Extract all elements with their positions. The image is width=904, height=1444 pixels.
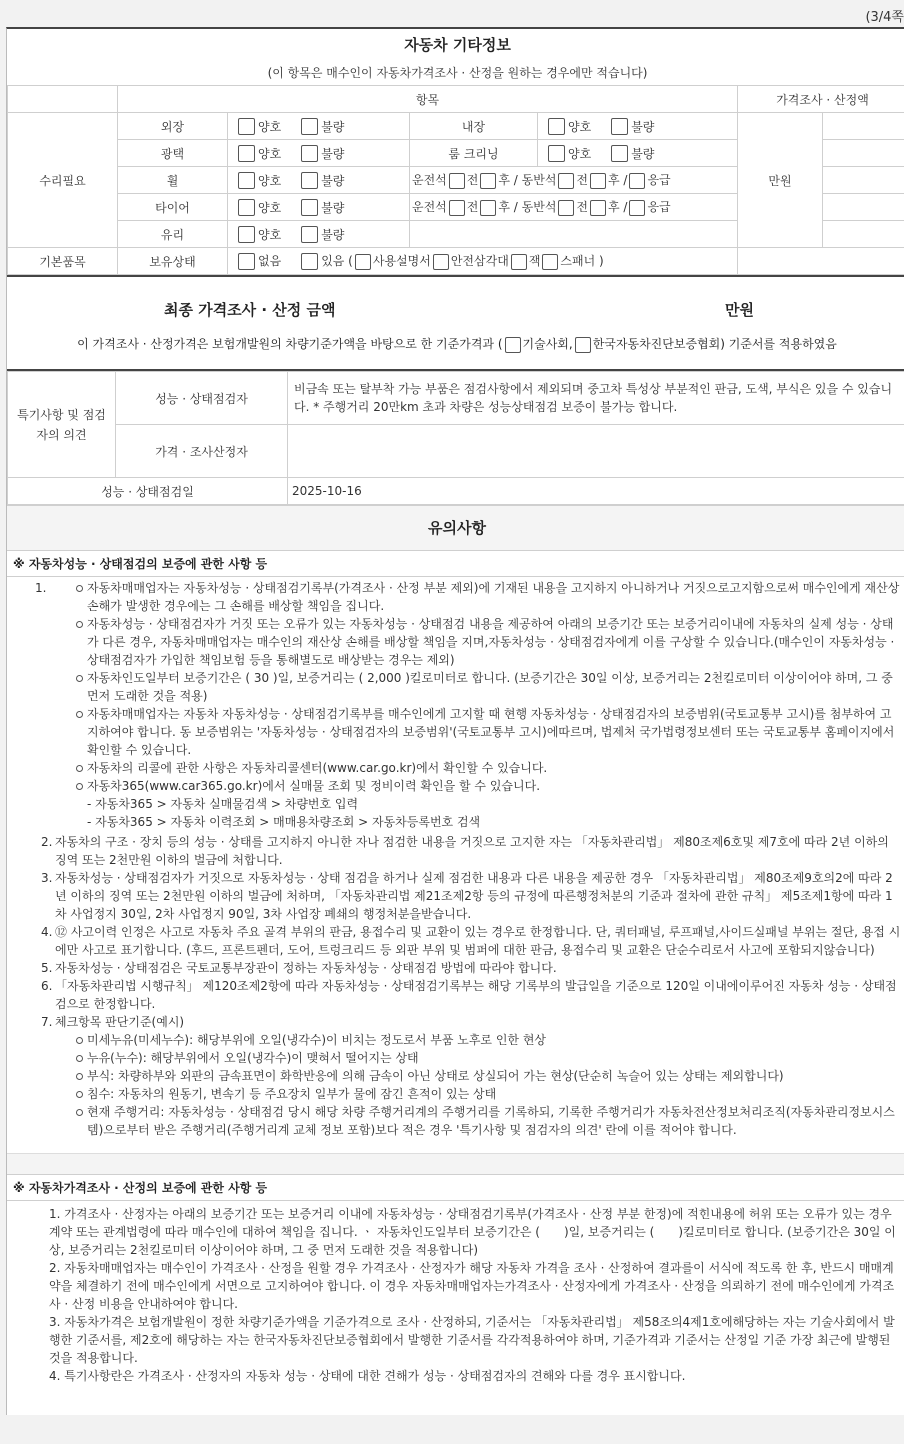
gloss-good-checkbox[interactable] — [238, 145, 255, 162]
interior-good-checkbox[interactable] — [548, 118, 565, 135]
glass-good-checkbox[interactable] — [238, 226, 255, 243]
tire-emergency-checkbox[interactable] — [629, 200, 645, 216]
check-criteria: 누유(누수): 해당부위에서 오일(냉각수)이 맺혀서 떨어지는 상태 — [73, 1049, 903, 1067]
note-item: ⑫ 사고이력 인정은 사고로 자동차 주요 골격 부위의 판금, 용접수리 및 교환이 있는 경우로 한정합니다. 단, 쿼터패널, 루프패널,사이드실패널 부위는 절단, 용접 시에만 사고로 표기합니다. (후드, 프론트펜더, 도어, 트렁크리드 등 외판 부위 및 범퍼에 대한 판금, 용접수리 및 교환은 단순수리로서 사고에 포함되지않습니다) — [55, 925, 901, 957]
price-unit: 만원 — [738, 113, 823, 248]
check-criteria: 미세누유(미세누수): 해당부위에 오일(냉각수)이 비치는 정도로서 부품 노후로 인한 현상 — [73, 1031, 903, 1049]
note-bullet: 자동차인도일부터 보증기간은 ( 30 )일, 보증거리는 ( 2,000 )킬로미터로 합니다. (보증기간은 30일 이상, 보증거리는 2천킬로미터 이상이어야 하며, 그 중 먼저 도래한 것을 적용) — [73, 669, 903, 705]
interior-options: 양호 불량 — [538, 113, 738, 140]
manual-checkbox[interactable] — [355, 254, 371, 270]
check-criteria: 현재 주행거리: 자동차성능 · 상태점검 당시 해당 차량 주행거리계의 주행거리를 기록하되, 기록한 주행거리가 자동차전산정보처리조직(자동차관리정보시스템)으로부터 받은 주행거리(주행거리계 교체 정보 포함)보다 적은 경우 '특기사항 및 점검자의 의견' 란에 이를 적어야 합니다. — [73, 1103, 903, 1139]
tire-good-checkbox[interactable] — [238, 199, 255, 216]
tire-passenger-front-checkbox[interactable] — [558, 200, 574, 216]
final-price-label: 최종 가격조사 · 산정 금액 — [164, 301, 336, 319]
note-item: 체크항목 판단기준(예시) — [55, 1015, 185, 1029]
appraiser-opinion[interactable] — [288, 425, 904, 478]
other-info-subtitle: (이 항목은 매수인이 자동차가격조사 · 산정을 원하는 경우에만 적습니다) — [8, 59, 904, 86]
note-item: 자동차성능 · 상태점검은 국토교통부장관이 정하는 자동차성능 · 상태점검 방법에 따라야 합니다. — [55, 961, 557, 975]
notes-section2 — [7, 1201, 904, 1385]
price-basis: 이 가격조사 · 산정가격은 보험개발원의 차량기준가액을 바탕으로 한 기준가격과 ( 기술사회, 한국자동차진단보증협회) 기준서를 적용하였음 — [77, 337, 837, 351]
price-note: 2. 자동차매매업자는 매수인이 가격조사 · 산정을 원할 경우 가격조사 · 산정자가 해당 자동차 가격을 조사 · 산정하여 결과를이 서식에 적도록 한 후, 반드시 매매계약을 체결하기 전에 매수인에게 서면으로 고지하여야 합니다. 이 경우 자동차매매업자는가격조사 · 산정자에게 가격조사 · 산정을 의뢰하기 전에 매수인에게 가격조사 · 산정 비용을 안내하여야 합니다. — [49, 1261, 895, 1311]
note-item: 자동차성능 · 상태점검자가 거짓으로 자동차성능 · 상태 점검을 하거나 실제 점검한 내용과 다른 내용을 제공한 경우 「자동차관리법」 제80조제9호의2에 따라 2년 이하의 징역 또는 2천만원 이하의 벌금에 처하며, 「자동차관리법 제21조제2항 등의 규정에 따른행정처분의 기준과 절차에 관한 규칙」 제5조제1항에 따라 1차 사업정지 30일, 2차 사업정지 90일, 3차 사업장 폐쇄의 행정처분을받습니다. — [55, 871, 893, 921]
other-info-title: 자동차 기타정보 — [404, 35, 511, 54]
inspection-date-value: 2025-10-16 — [288, 478, 904, 505]
check-criteria: 부식: 차량하부와 외판의 금속표면이 화학반응에 의해 금속이 아닌 상태로 상실되어 가는 현상(단순히 녹슬어 있는 상태는 제외합니다) — [73, 1067, 903, 1085]
note-item: 자동차의 구조 · 장치 등의 성능 · 상태를 고지하지 아니한 자나 점검한 내용을 거짓으로 고지한 자는 「자동차관리법」 제80조제6호및 제7호에 따라 2년 이하의 징역 또는 2천만원 이하의 벌금에 처합니다. — [55, 835, 889, 867]
inspection-record-sheet — [6, 27, 904, 1415]
inspection-date-label: 성능 · 상태점검일 — [8, 478, 288, 505]
room-cleaning-label: 룸 크리닝 — [410, 140, 538, 167]
tire-passenger-rear-checkbox[interactable] — [590, 200, 606, 216]
jack-checkbox[interactable] — [511, 254, 527, 270]
tire-label: 타이어 — [118, 194, 228, 221]
exterior-good-checkbox[interactable] — [238, 118, 255, 135]
note-bullet: 자동차매매업자는 자동차성능 · 상태점검기록부(가격조사 · 산정 부분 제외)에 기재된 내용을 고지하지 아니하거나 거짓으로고지함으로써 매수인에게 재산상 손해가 발생한 경우에는 그 손해를 배상할 책임을 집니다. — [73, 579, 903, 615]
wheel-options: 양호 불량 — [228, 167, 410, 194]
price-cell-2[interactable] — [823, 140, 904, 167]
wheel-good-checkbox[interactable] — [238, 172, 255, 189]
gloss-bad-checkbox[interactable] — [301, 145, 318, 162]
opinion-label: 특기사항 및 점검자의 의견 — [8, 372, 116, 478]
glass-bad-checkbox[interactable] — [301, 226, 318, 243]
wheel-emergency-checkbox[interactable] — [629, 173, 645, 189]
note-bullet: 자동차성능 · 상태점검자가 거짓 또는 오류가 있는 자동차성능 · 상태점검 내용을 제공하여 아래의 보증기간 또는 보증거리이내에 자동차의 실제 성능 · 상태가 다른 경우, 자동차매매업자는 매수인의 재산상 손해를 배상할 책임을 지며,자동차성능 · 상태점검자에게 이를 구상할 수 있습니다.(매수인이 자동차성능 · 상태점검자가 가입한 책임보험 등을 통해별도로 배상받는 경우는 제외) — [73, 615, 903, 669]
wheel-driver-rear-checkbox[interactable] — [480, 173, 496, 189]
triangle-checkbox[interactable] — [433, 254, 449, 270]
basic-items-label: 기본품목 — [8, 248, 118, 275]
tire-driver-front-checkbox[interactable] — [449, 200, 465, 216]
tire-options: 양호 불량 — [228, 194, 410, 221]
exterior-bad-checkbox[interactable] — [301, 118, 318, 135]
interior-label: 내장 — [410, 113, 538, 140]
spanner-checkbox[interactable] — [542, 254, 558, 270]
room-cleaning-options: 양호 불량 — [538, 140, 738, 167]
exterior-options: 양호 불량 — [228, 113, 410, 140]
engineers-society-checkbox[interactable] — [505, 337, 521, 353]
wheel-passenger-front-checkbox[interactable] — [558, 173, 574, 189]
gloss-options: 양호 불량 — [228, 140, 410, 167]
price-cell-4[interactable] — [823, 194, 904, 221]
page-number: (3/4쪽 — [865, 10, 904, 25]
note-bullet: 자동차의 리콜에 관한 사항은 자동차리콜센터(www.car.go.kr)에서 확인할 수 있습니다. — [73, 759, 903, 777]
notes-section1-title: ※ 자동차성능 · 상태점검의 보증에 관한 사항 등 — [7, 551, 904, 577]
final-price-section — [7, 277, 904, 335]
notes-section1: 1. 자동차매매업자는 자동차성능 · 상태점검기록부(가격조사 · 산정 부분 제외)에 기재된 내용을 고지하지 아니하거나 거짓으로고지함으로써 매수인에게 재산상 손해가 발생한 경우에는 그 손해를 배상할 책임을 집니다. 자동차성능 · 상태점검자가 거짓 또는 오류가 있는 자동차성능 · 상태점검 내용을 제공하여 아래의 보증기간 또는 보증거리이내에 자동차의 실제 성능 · 상태가 다른 경우, 자동차매매업자는 매수인의 재산상 손해를 배상할 책임을 지며,자동차성능 · 상태점검자에게 이를 구상할 수 있습니다.(매수인이 자동차성능 · 상태점검자가 가입한 책임보험 등을 통해별도로 배상받는 경우는 제외) 자동차인도일부터 보증기간은 ( 30 )일, 보증거리는 ( 2,000 )킬로미터로 합니다. (보증기간은 30일 이상, 보증거리는 2천킬로미터 이상이어야 하며, 그 중 먼저 도래한 것을 적용) 자동차매매업자는 자동차 자동차성능 · 상태점검기록부를 매수인에게 고지할 때 현행 자동차성능 · 상태점검자의 보증범위(국토교통부 고시)를 첨부하여 고지하여야 합니다. 동 보증범위는 '자동차성능 · 상태점검자의 보증범위'(국토교통부 고시)에따르며, 법제처 국가법령정보센터 또는 국토교통부 홈페이지에서 확인할 수 있습니다. 자동차의 리콜에 관한 사항은 자동차리콜센터(www.car.go.kr)에서 확인할 수 있습니다. 자동차365(www.car365.go.kr)에서 실매물 조회 및 정비이력 확인을 할 수 있습니다. - 자동차365 > 자동차 실매물검색 > 차량번호 입력 - 자동차365 > 자동차 이력조회 > 매매용차량조회 > 자동차등록번호 검색 2. 자동차의 구조 · 장치 등의 성능 · 상태를 고지하지 아니한 자나 점검한 내용을 거짓으로 고지한 자는 「자동차관리법」 제80조제6호및 제7호에 따라 2년 이하의 징역 또는 2천만원 이하의 벌금에 처합니다. 3. 자동차성능 · 상태점검자가 거짓으로 자동차성능 · 상태 점검을 하거나 실제 점검한 내용과 다른 내용을 제공한 경우 「자동차관리법」 제80조제9호의2에 따라 2년 이하의 징역 또는 2천만원 이하의 벌금에 처하며, 「자동차관리법 제21조제2항 등의 규정에 따른행정처분의 기준과 절차에 관한 규칙」 제5조제1항에 따라 1차 사업정지 30일, 2차 사업정지 90일, 3차 사업장 폐쇄의 행정처분을받습니다. 4. ⑫ 사고이력 인정은 사고로 자동차 주요 골격 부위의 판금, 용접수리 및 교환이 있는 경우로 한정합니다. 단, 쿼터패널, 루프패널,사이드실패널 부위는 절단, 용접 시에만 사고로 표기합니다. (후드, 프론트펜더, 도어, 트렁크리드 등 외판 부위 및 범퍼에 대한 판금, 용접수리 및 교환은 단순수리로서 사고에 포함되지않습니다) 5. 자동차성능 · 상태점검은 국토교통부장관이 정하는 자동차성능 · 상태점검 방법에 따라야 합니다. 6. 「자동차관리법 시행규칙」 제120조제2항에 따라 자동차성능 · 상태점검기록부는 해당 기록부의 발급일을 기준으로 120일 이내에이루어진 자동차 성능 · 상태점검으로 한정합니다. 7. 체크항목 판단기준(예시) 미세누유(미세누수): 해당부위에 오일(냉각수)이 비치는 정도로서 부품 노후로 인한 현상 누유(누수): 해당부위에서 오일(냉각수)이 맺혀서 떨어지는 상태 부식: 차량하부와 외판의 금속표면이 화학반응에 의해 금속이 아닌 상태로 상실되어 가는 현상(단순히 녹슬어 있는 상태는 제외합니다) 침수: 자동차의 원동기, 변속기 등 주요장치 일부가 물에 잠긴 흔적이 있는 상태 현재 주행거리: 자동차성능 · 상태점검 당시 해당 차량 주행거리계의 주행거리를 기록하되, 기록한 주행거리가 자동차전산정보처리조직(자동차관리정보시스템)으로부터 받은 주행거리(주행거리계 교체 정보 포함)보다 적은 경우 '특기사항 및 점검자의 의견' 란에 이를 적어야 합니다. — [7, 577, 904, 1139]
wheel-bad-checkbox[interactable] — [301, 172, 318, 189]
tire-bad-checkbox[interactable] — [301, 199, 318, 216]
notes-section2-title: ※ 자동차가격조사 · 산정의 보증에 관한 사항 등 — [7, 1174, 904, 1201]
price-note: 1. 가격조사 · 산정자는 아래의 보증기간 또는 보증거리 이내에 자동차성능 · 상태점검기록부(가격조사 · 산정 부분 한정)에 적힌내용에 허위 또는 오류가 있는 경우 계약 또는 관계법령에 따라 매수인에 대하여 책임을 집니다. ㆍ 자동차인도일부터 보증기간은 ( )일, 보증거리는 ( )킬로미터로 합니다. (보증기간은 30일 이상, 보증거리는 2천킬로미터 이상이어야 하며, 그 중 먼저 도래한 것을 적용합니다) — [49, 1207, 896, 1257]
wheel-driver-front-checkbox[interactable] — [449, 173, 465, 189]
repair-needed-label: 수리필요 — [8, 113, 118, 248]
appraiser-label: 가격 · 조사산정자 — [116, 425, 288, 478]
inspector-opinion: 비금속 또는 탈부착 가능 부품은 점검사항에서 제외되며 중고차 특성상 부분적인 판금, 도색, 부식은 있을 수 있습니다. * 주행거리 20만km 초과 차량은 성능상태점검 보증이 불가능 합니다. — [288, 372, 904, 425]
inspector-label: 성능 · 상태점검자 — [116, 372, 288, 425]
final-price-unit: 만원 — [725, 301, 754, 319]
gloss-label: 광택 — [118, 140, 228, 167]
check-criteria: 침수: 자동차의 원동기, 변속기 등 주요장치 일부가 물에 잠긴 흔적이 있는 상태 — [73, 1085, 903, 1103]
possession-none-checkbox[interactable] — [238, 253, 255, 270]
tire-driver-rear-checkbox[interactable] — [480, 200, 496, 216]
price-cell-1[interactable] — [823, 113, 904, 140]
note-bullet: 자동차매매업자는 자동차 자동차성능 · 상태점검기록부를 매수인에게 고지할 때 현행 자동차성능 · 상태점검자의 보증범위(국토교통부 고시)를 첨부하여 고지하여야 합니다. 동 보증범위는 '자동차성능 · 상태점검자의 보증범위'(국토교통부 고시)에따르며, 법제처 국가법령정보센터 또는 국토교통부 홈페이지에서 확인할 수 있습니다. — [73, 705, 903, 759]
interior-bad-checkbox[interactable] — [611, 118, 628, 135]
note-bullet: 자동차365(www.car365.go.kr)에서 실매물 조회 및 정비이력 확인을 할 수 있습니다. — [73, 777, 903, 795]
wheel-label: 휠 — [118, 167, 228, 194]
opinion-table — [7, 371, 904, 505]
col-price: 가격조사 · 산정액 — [738, 86, 904, 113]
col-items: 항목 — [118, 86, 738, 113]
possession-have-checkbox[interactable] — [301, 253, 318, 270]
wheel-positions: 운전석 전 후 / 동반석 전 후 / 응급 — [410, 167, 738, 194]
possession-label: 보유상태 — [118, 248, 228, 275]
price-cell-3[interactable] — [823, 167, 904, 194]
price-note: 3. 자동차가격은 보험개발원이 정한 차량기준가액을 기준가격으로 조사 · 산정하되, 기준서는 「자동차관리법」 제58조의4제1호에해당하는 자는 기술사회에서 발행한 기준서를, 제2호에 해당하는 자는 한국자동차진단보증협회에서 발행한 기준서를 각각적용하여야 하며, 기준가격과 기준서는 산정일 기준 가장 최근에 발행된 것을 적용합니다. — [49, 1315, 895, 1365]
price-cell-5[interactable] — [823, 221, 904, 248]
notes-title: 유의사항 — [7, 505, 904, 551]
room-cleaning-bad-checkbox[interactable] — [611, 145, 628, 162]
tire-positions: 운전석 전 후 / 동반석 전 후 / 응급 — [410, 194, 738, 221]
price-note: 4. 특기사항란은 가격조사 · 산정자의 자동차 성능 · 상태에 대한 견해가 성능 · 상태점검자의 견해와 다를 경우 표시합니다. — [49, 1369, 686, 1383]
possession-options: 없음 있음 ( 사용설명서 안전삼각대 잭 스패너 ) — [228, 248, 738, 275]
kadwa-checkbox[interactable] — [575, 337, 591, 353]
note-item: 「자동차관리법 시행규칙」 제120조제2항에 따라 자동차성능 · 상태점검기록부는 해당 기록부의 발급일을 기준으로 120일 이내에이루어진 자동차 성능 · 상태점검으로 한정합니다. — [55, 979, 897, 1011]
other-info-table — [7, 29, 904, 275]
glass-options: 양호 불량 — [228, 221, 410, 248]
exterior-label: 외장 — [118, 113, 228, 140]
glass-label: 유리 — [118, 221, 228, 248]
wheel-passenger-rear-checkbox[interactable] — [590, 173, 606, 189]
room-cleaning-good-checkbox[interactable] — [548, 145, 565, 162]
